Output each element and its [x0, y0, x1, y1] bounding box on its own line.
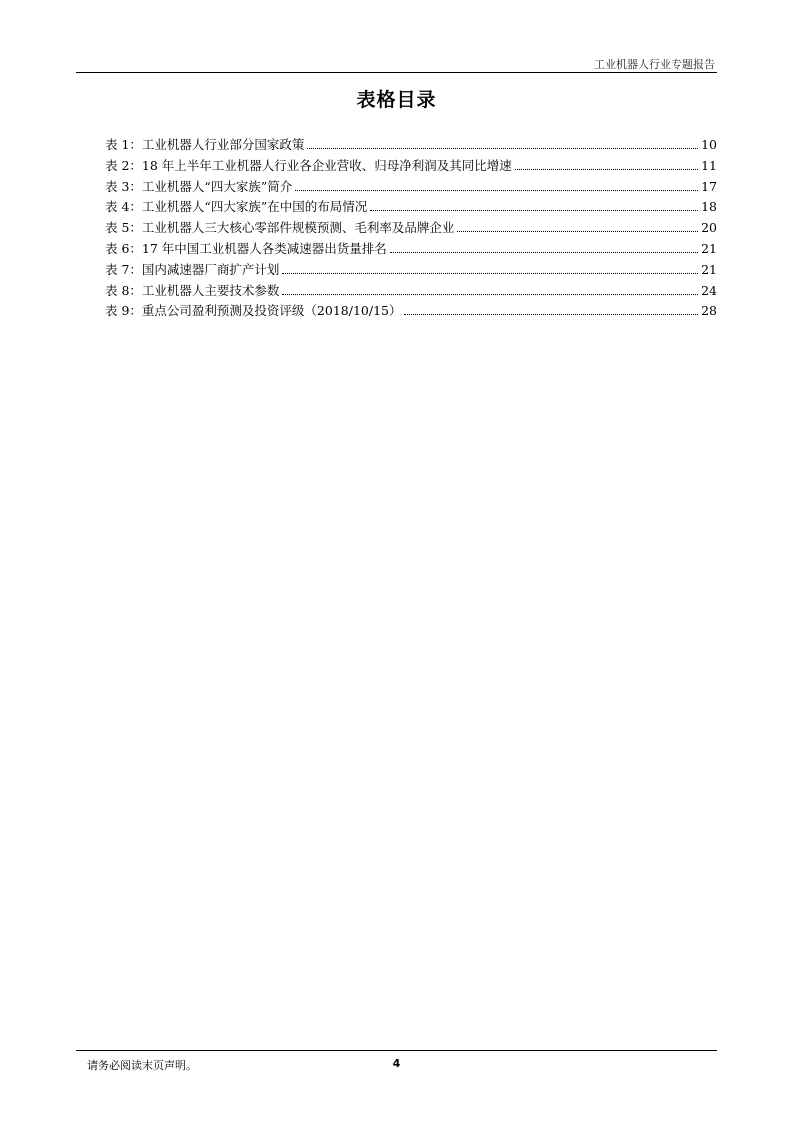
toc-entry-page: 21	[701, 240, 717, 256]
toc-entry-label: 表 4：工业机器人“四大家族”在中国的布局情况	[105, 199, 368, 215]
footer-divider	[76, 1050, 717, 1051]
footer-disclaimer: 请务必阅读末页声明。	[87, 1059, 197, 1072]
toc-entry-label: 表 6：17 年中国工业机器人各类减速器出货量排名	[105, 240, 387, 256]
toc-entry[interactable]	[105, 301, 717, 322]
toc-entry-label: 表 3：工业机器人“四大家族”简介	[105, 178, 293, 194]
toc-dot-leader	[295, 190, 698, 191]
toc-entry-label: 表 2：18 年上半年工业机器人行业各企业营收、归母净利润及其同比增速	[105, 157, 512, 173]
toc-entry-page: 20	[701, 220, 717, 236]
toc-entry-page: 28	[701, 303, 717, 319]
toc-entry[interactable]	[105, 156, 717, 177]
toc-entry-label: 表 9：重点公司盈利预测及投资评级（2018/10/15）	[105, 303, 402, 319]
toc-entry[interactable]	[105, 177, 717, 198]
toc-entry-label: 表 8：工业机器人主要技术参数	[105, 282, 280, 298]
toc-dot-leader	[404, 314, 698, 315]
toc-entry-label: 表 7：国内减速器厂商扩产计划	[105, 261, 280, 277]
toc-entry-page: 11	[701, 157, 717, 173]
toc-entry-page: 18	[701, 199, 717, 215]
toc-entry[interactable]	[105, 218, 717, 239]
toc-dot-leader	[282, 294, 698, 295]
footer-page-number: 4	[392, 1057, 401, 1070]
toc-entry-page: 24	[701, 282, 717, 298]
toc-dot-leader	[390, 252, 698, 253]
toc-entry[interactable]	[105, 239, 717, 260]
table-of-contents	[105, 135, 717, 322]
header-divider	[76, 72, 717, 73]
toc-dot-leader	[515, 169, 698, 170]
toc-entry[interactable]	[105, 260, 717, 281]
toc-entry-label: 表 1：工业机器人行业部分国家政策	[105, 137, 305, 152]
toc-entry[interactable]	[105, 135, 717, 156]
toc-dot-leader	[307, 148, 698, 149]
toc-entry-page: 17	[701, 178, 717, 194]
toc-entry[interactable]	[105, 197, 717, 218]
toc-dot-leader	[282, 273, 698, 274]
toc-entry[interactable]	[105, 281, 717, 302]
toc-entry-page: 21	[701, 261, 717, 277]
toc-dot-leader	[457, 231, 698, 232]
toc-entry-label: 表 5：工业机器人三大核心零部件规模预测、毛利率及品牌企业	[105, 220, 455, 236]
header-report-name: 工业机器人行业专题报告	[594, 58, 715, 71]
page-title: 表格目录	[356, 89, 437, 111]
toc-entry-page: 10	[701, 137, 717, 152]
toc-dot-leader	[370, 210, 698, 211]
